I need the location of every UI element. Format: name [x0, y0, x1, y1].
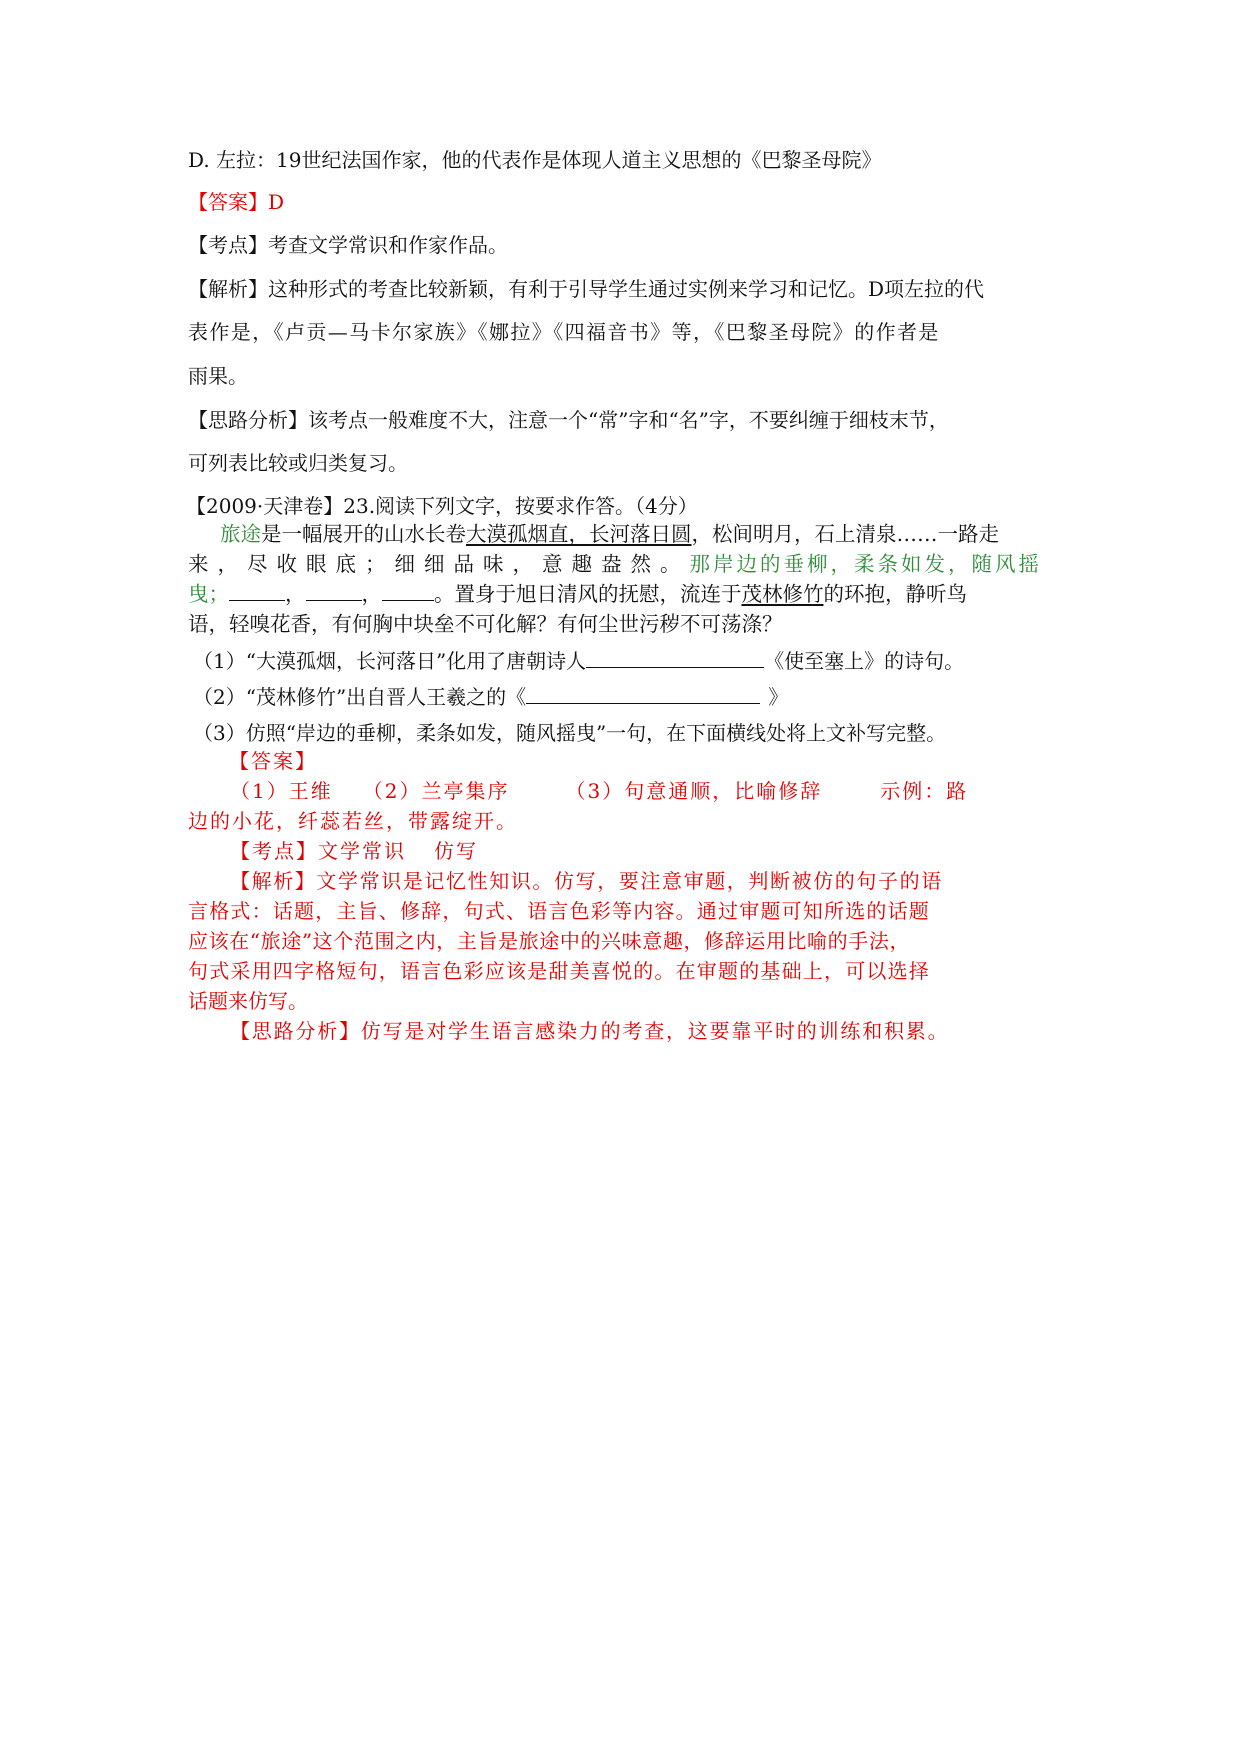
passage-text: 的环抱，静听鸟	[823, 582, 967, 606]
kaodian-item-2: 仿写	[434, 839, 478, 863]
silu-line-1: 【思路分析】该考点一般难度不大，注意一个“常”字和“名”字，不要纠缠于细枝末节，	[188, 408, 949, 432]
passage-comma: ，	[285, 582, 306, 606]
passage-green-ye: 曳	[188, 582, 209, 606]
jiexi-2-line-3: 应该在“旅途”这个范围之内，主旨是旅途中的兴味意趣，修辞运用比喻的手法，	[188, 929, 911, 953]
fill-blank-2[interactable]	[306, 582, 362, 601]
passage-line-3	[188, 582, 967, 606]
passage-green-willow: 那岸边的垂柳，柔条如发，随风摇	[689, 552, 1042, 576]
option-d-line: D. 左拉：19世纪法国作家，他的代表作是体现人道主义思想的《巴黎圣母院》	[188, 148, 882, 172]
kaodian-item-1: 文学常识	[318, 839, 406, 863]
answer-example: 示例：路	[880, 779, 969, 803]
answer-value: D	[268, 190, 285, 214]
jiexi-line-3: 雨果。	[188, 364, 248, 388]
kaodian-2-line	[230, 839, 478, 863]
passage-line-1	[220, 522, 999, 546]
sub-question-1-text-end: 《使至塞上》的诗句。	[764, 649, 965, 673]
passage-text: ，松间明月，石上清泉……一路走	[691, 522, 999, 546]
answer-line	[188, 190, 284, 214]
sub-question-3: （3）仿照“岸边的垂柳，柔条如发，随风摇曳”一句，在下面横线处将上文补写完整。	[193, 721, 947, 745]
answer-line-2: 边的小花，纤蕊若丝，带露绽开。	[188, 809, 518, 833]
passage-underline-bamboo: 茂林修竹	[741, 582, 824, 606]
sub-question-1-text: （1）“大漠孤烟，长河落日”化用了唐朝诗人	[193, 649, 587, 673]
answer-tag-2: 【答案】	[229, 749, 317, 773]
passage-comma: ，	[361, 582, 382, 606]
answer-line-1	[230, 779, 968, 803]
answer-item-2: （2）兰亭集序	[362, 779, 510, 803]
jiexi-2-line-2: 言格式：话题，主旨、修辞，句式、语言色彩等内容。通过审题可知所选的话题	[188, 899, 930, 923]
kaodian-line: 【考点】考查文学常识和作家作品。	[188, 233, 508, 257]
passage-underline-quote: 大漠孤烟直，长河落日圆	[466, 522, 692, 546]
sub-question-2	[193, 685, 788, 709]
fill-blank-3[interactable]	[382, 582, 434, 601]
passage-line-4: 语，轻嗅花香，有何胸中块垒不可化解？有何尘世污秽不可荡涤？	[188, 612, 783, 636]
answer-tag: 【答案】	[188, 190, 268, 214]
passage-text: 是一幅展开的山水长卷	[261, 522, 466, 546]
jiexi-2-line-4: 句式采用四字格短句，语言色彩应该是甜美喜悦的。在审题的基础上，可以选择	[188, 959, 930, 983]
sub-question-2-text-end: 》	[768, 685, 789, 709]
fill-blank-1[interactable]	[229, 582, 285, 601]
question-header: 【2009·天津卷】23.阅读下列文字，按要求作答。（4分）	[186, 494, 698, 518]
passage-semicolon: ；	[208, 582, 229, 606]
sub-question-2-text: （2）“茂林修竹”出自晋人王羲之的《	[193, 685, 527, 709]
sub-question-1-blank[interactable]	[586, 649, 764, 668]
silu-line-2: 可列表比较或归类复习。	[188, 451, 408, 475]
silu-2-line: 【思路分析】仿写是对学生语言感染力的考查，这要靠平时的训练和积累。	[230, 1019, 950, 1043]
jiexi-2-line-5: 话题来仿写。	[188, 989, 308, 1013]
jiexi-line-2: 表作是，《卢贡—马卡尔家族》《娜拉》《四福音书》等，《巴黎圣母院》的作者是	[188, 320, 940, 344]
passage-text: 来，尽收眼底；细细品味，意趣盎然。	[188, 552, 690, 576]
jiexi-line-1: 【解析】这种形式的考查比较新颖，有利于引导学生通过实例来学习和记忆。D项左拉的代	[188, 277, 985, 301]
answer-item-3: （3）句意通顺，比喻修辞	[565, 779, 823, 803]
answer-item-1: （1）王维	[230, 779, 333, 803]
passage-green-lutu: 旅途	[220, 522, 261, 546]
passage-line-2	[188, 552, 1042, 576]
passage-text: 。置身于旭日清风的抚慰，流连于	[434, 582, 742, 606]
kaodian-tag: 【考点】	[230, 839, 318, 863]
sub-question-1	[193, 649, 964, 673]
jiexi-2-line-1: 【解析】文学常识是记忆性知识。仿写，要注意审题，判断被仿的句子的语	[230, 869, 943, 893]
sub-question-2-blank[interactable]	[526, 685, 760, 704]
